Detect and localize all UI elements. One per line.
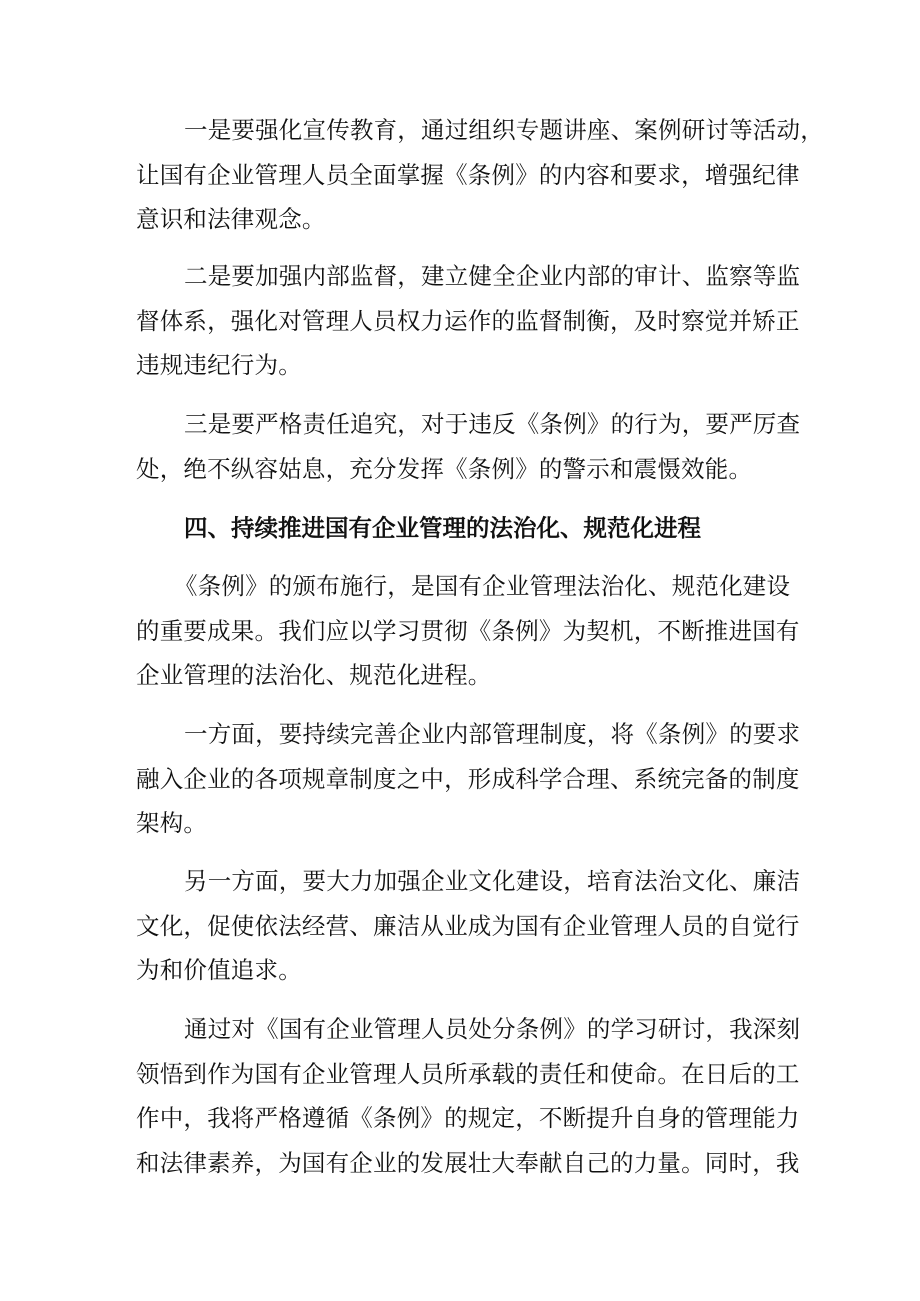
paragraph-line: 架构。 bbox=[136, 809, 208, 837]
paragraph-line: 三是要严格责任追究，对于违反《条例》的行为，要严厉查 bbox=[184, 410, 801, 438]
paragraph-line: 文化，促使依法经营、廉洁从业成为国有企业管理人员的自觉行 bbox=[136, 911, 800, 940]
paragraph-7 bbox=[136, 1007, 801, 1185]
paragraph-5 bbox=[136, 712, 801, 846]
paragraph-line: 让国有企业管理人员全面掌握《条例》的内容和要求，增强纪律 bbox=[136, 160, 800, 189]
paragraph-line: 处，绝不纵容姑息，充分发挥《条例》的警示和震慑效能。 bbox=[136, 454, 753, 483]
paragraph-line: 《条例》的颁布施行，是国有企业管理法治化、规范化建设 bbox=[174, 572, 791, 600]
paragraph-line: 领悟到作为国有企业管理人员所承载的责任和使命。在日后的工 bbox=[136, 1059, 800, 1088]
paragraph-3 bbox=[136, 402, 801, 491]
paragraph-line: 督体系，强化对管理人员权力运作的监督制衡，及时察觉并矫正 bbox=[136, 306, 800, 335]
paragraph-line: 为和价值追求。 bbox=[136, 956, 302, 984]
paragraph-line: 融入企业的各项规章制度之中，形成科学合理、系统完备的制度 bbox=[136, 764, 800, 793]
paragraph-4 bbox=[136, 564, 800, 698]
paragraph-1 bbox=[136, 108, 824, 242]
paragraph-line: 违规违纪行为。 bbox=[136, 351, 302, 379]
paragraph-line: 意识和法律观念。 bbox=[136, 205, 326, 233]
paragraph-line: 和法律素养，为国有企业的发展壮大奉献自己的力量。同时，我 bbox=[136, 1148, 800, 1177]
paragraph-line: 企业管理的法治化、规范化进程。 bbox=[136, 661, 492, 689]
paragraph-line: 的重要成果。我们应以学习贯彻《条例》为契机，不断推进国有 bbox=[136, 616, 800, 645]
paragraph-6 bbox=[136, 859, 801, 993]
paragraph-line: 一方面，要持续完善企业内部管理制度，将《条例》的要求 bbox=[184, 720, 801, 748]
paragraph-line: 作中，我将严格遵循《条例》的规定，不断提升自身的管理能力 bbox=[136, 1104, 800, 1132]
paragraph-line: 二是要加强内部监督，建立健全企业内部的审计、监察等监 bbox=[184, 262, 801, 290]
paragraph-line: 一是要强化宣传教育，通过组织专题讲座、案例研讨等活动， bbox=[184, 116, 824, 144]
paragraph-2 bbox=[136, 254, 801, 388]
paragraph-line: 另一方面，要大力加强企业文化建设，培育法治文化、廉洁 bbox=[184, 867, 801, 895]
paragraph-line: 通过对《国有企业管理人员处分条例》的学习研讨，我深刻 bbox=[184, 1015, 801, 1043]
section-heading: 四、持续推进国有企业管理的法治化、规范化进程 bbox=[184, 514, 701, 542]
